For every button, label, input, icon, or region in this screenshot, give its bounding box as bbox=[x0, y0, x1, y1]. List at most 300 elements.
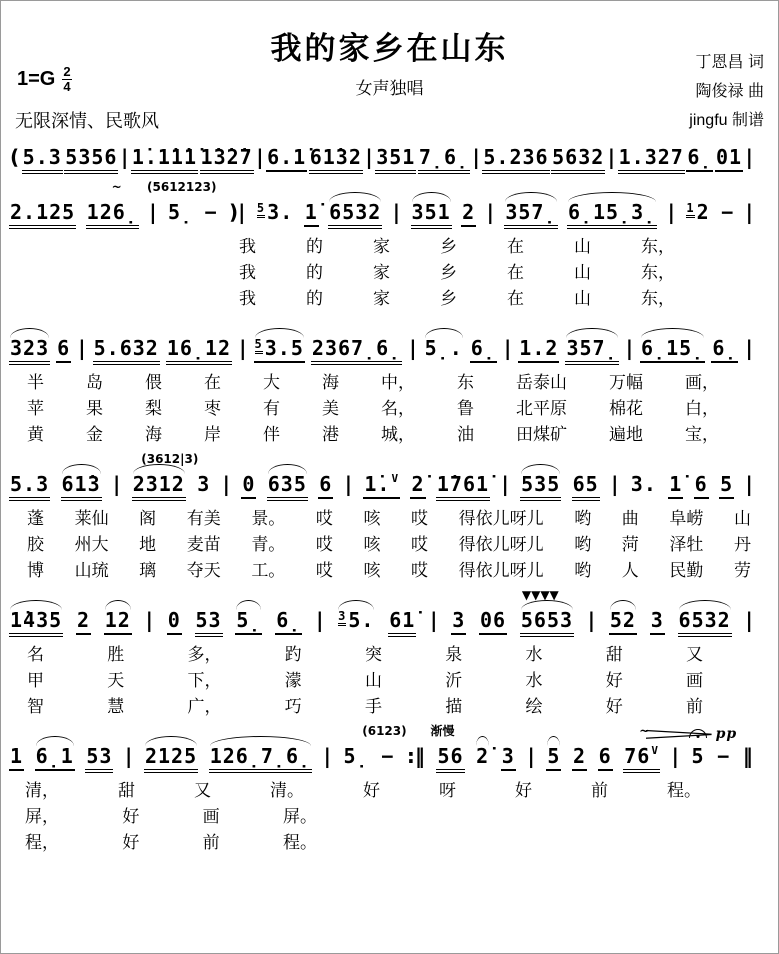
lyric-syllable: 伴 bbox=[263, 425, 280, 444]
credits bbox=[689, 49, 764, 135]
notation-line bbox=[1, 336, 778, 367]
lyric-syllable: 苹 bbox=[27, 399, 44, 418]
lyric-syllable: 乡 bbox=[440, 289, 457, 308]
lyric-syllable: 水 bbox=[525, 671, 543, 690]
barline: | bbox=[527, 744, 535, 768]
lyricist-credit: 丁恩昌 词 bbox=[695, 54, 764, 71]
notation-group: 1̇ bbox=[668, 474, 683, 499]
lyric-syllable: 丹 bbox=[733, 535, 751, 554]
lyric-syllable: 乡 bbox=[440, 263, 457, 282]
notation-group: 5̣. bbox=[424, 336, 463, 360]
notation-group: 53 bbox=[195, 610, 223, 637]
lyric-syllable: 胶 bbox=[27, 535, 44, 554]
lyric-syllable: 好 bbox=[515, 781, 532, 800]
lyric-syllable: 好 bbox=[363, 781, 380, 800]
lyric-syllable: 海 bbox=[322, 373, 339, 392]
lyric-line bbox=[27, 370, 719, 396]
lyric-syllable: 哟 bbox=[574, 561, 592, 580]
notation-group: $76^V$ ~ bbox=[623, 746, 660, 773]
barline: | bbox=[587, 608, 596, 632]
lyric-syllable: 好 bbox=[605, 697, 623, 716]
notation-line bbox=[1, 180, 778, 231]
lyric-syllable: 清， bbox=[25, 781, 59, 800]
lyric-syllable: 工。 bbox=[251, 561, 286, 580]
lyric-syllable: 岛 bbox=[86, 373, 103, 392]
lyric-syllable: 的 bbox=[306, 263, 323, 282]
lyric-syllable: 山 bbox=[733, 509, 751, 528]
notation-group: 1̇.$^V$ bbox=[363, 474, 400, 499]
lyric-syllable: 名 bbox=[27, 645, 44, 664]
barline: | bbox=[323, 744, 331, 768]
barline: | bbox=[78, 336, 86, 360]
notation-group: 6̣15̣ bbox=[640, 338, 705, 363]
lyric-syllable: 蓬 bbox=[27, 509, 44, 528]
barline: | bbox=[239, 336, 247, 360]
barline: | bbox=[611, 472, 619, 496]
barline: | bbox=[145, 608, 153, 632]
lyric-syllable: 哟 bbox=[574, 535, 592, 554]
notation-group: 3 bbox=[650, 610, 665, 635]
notation-group: 3. bbox=[630, 472, 657, 496]
notation-group: 6532 bbox=[328, 202, 382, 229]
notation-group: 126̣ ~ bbox=[86, 202, 139, 229]
notation-group: 16̣12 bbox=[166, 338, 232, 365]
lyric-line bbox=[27, 532, 751, 558]
lyric-syllable: 山 bbox=[574, 237, 591, 256]
notation-line bbox=[1, 145, 778, 176]
lyric-syllable: 棉花 bbox=[609, 399, 643, 418]
notation-group: 5.632 bbox=[93, 338, 160, 365]
notation-group: 5̣ (5612123) bbox=[147, 180, 217, 224]
notation-group: 1 bbox=[9, 746, 24, 771]
lyric-syllable: 东， bbox=[641, 289, 675, 308]
lyric-syllable: 哟 bbox=[574, 509, 592, 528]
lyric-syllable: 果 bbox=[86, 399, 103, 418]
lyric-syllable: 景。 bbox=[251, 509, 286, 528]
barline: | bbox=[671, 744, 679, 768]
lyric-syllable: 水 bbox=[525, 645, 543, 664]
notation-group: 6.1̇ bbox=[266, 147, 307, 172]
notation-group: 65 bbox=[572, 474, 600, 501]
lyric-syllable: 画 bbox=[202, 807, 220, 826]
lyric-syllable: 地 bbox=[139, 535, 157, 554]
notation-group: 2 bbox=[572, 746, 587, 771]
barline: | bbox=[316, 608, 324, 632]
lyric-line bbox=[27, 558, 751, 584]
barline: | bbox=[149, 200, 157, 224]
lyric-syllable: 山 bbox=[574, 289, 591, 308]
lyric-syllable: 泉 bbox=[445, 645, 463, 664]
lyric-syllable: 在 bbox=[204, 373, 221, 392]
annotation: (6123) bbox=[362, 724, 407, 738]
lyric-syllable: 东 bbox=[457, 373, 474, 392]
lyric-line bbox=[27, 668, 703, 694]
lyric-syllable: 家 bbox=[373, 263, 390, 282]
barline: | bbox=[745, 200, 753, 224]
lyric-syllable: 程。 bbox=[282, 833, 317, 852]
music-system bbox=[1, 180, 778, 312]
key-signature bbox=[17, 65, 72, 93]
lyric-syllable: 岸 bbox=[204, 425, 221, 444]
lyric-syllable: 劳 bbox=[733, 561, 751, 580]
lyric-syllable: 中， bbox=[381, 373, 415, 392]
lyric-syllable: 突 bbox=[365, 645, 382, 664]
barline: | bbox=[125, 744, 133, 768]
breath-mark: V bbox=[651, 744, 659, 757]
notation-group: 6 bbox=[598, 746, 613, 771]
notation-group: 6532 bbox=[678, 610, 732, 637]
notation-group: $^1$ 2 bbox=[686, 200, 710, 224]
lyric-syllable: 我 bbox=[239, 237, 256, 256]
notation-group: 5632 bbox=[551, 147, 605, 174]
notation-group: 5.3 bbox=[9, 474, 50, 501]
lyric-syllable: 得依儿呀儿 bbox=[458, 509, 544, 528]
notation-group: 7̣6̣ bbox=[418, 147, 470, 174]
lyric-syllable: 濛 bbox=[284, 671, 302, 690]
notation-group: 1̇3̇2̇7 bbox=[200, 147, 254, 174]
music-system bbox=[1, 724, 778, 856]
notation-group: 5653 ▼▼▼▼ bbox=[520, 610, 574, 637]
lyric-syllable: 我 bbox=[239, 263, 256, 282]
notation-group: 2̇ bbox=[476, 744, 490, 768]
barline: | bbox=[120, 145, 129, 169]
notation-group: 3 bbox=[451, 610, 466, 635]
notation-group: 357̣ bbox=[565, 338, 618, 365]
dynamic-pp: pp bbox=[715, 726, 738, 742]
lyric-syllable: 璃 bbox=[139, 561, 157, 580]
lyric-syllable: 田煤矿 bbox=[516, 425, 567, 444]
annotation: ▼▼▼▼ bbox=[521, 588, 559, 602]
lyric-syllable: 好 bbox=[122, 833, 140, 852]
annotation: (3612|3) bbox=[141, 452, 199, 466]
lyric-syllable: 夺天 bbox=[186, 561, 221, 580]
lyric-syllable: 有 bbox=[263, 399, 280, 418]
lyric-line bbox=[25, 830, 317, 856]
notation-group: 351 bbox=[411, 202, 452, 229]
lyric-syllable: 哎 bbox=[315, 509, 333, 528]
notation-group: 6̣ bbox=[686, 147, 713, 172]
lyric-syllable: 金 bbox=[86, 425, 103, 444]
lyric-syllable: 的 bbox=[306, 237, 323, 256]
music-system bbox=[1, 145, 778, 176]
time-signature bbox=[62, 65, 71, 93]
notation-group: $^3$ 5. bbox=[338, 608, 375, 632]
composer-credit: 陶俊禄 曲 bbox=[695, 82, 764, 100]
lyric-syllable: 白， bbox=[685, 399, 719, 418]
decrescendo-hairpin bbox=[646, 727, 738, 742]
lyric-syllable: 菏 bbox=[621, 535, 639, 554]
notation-group: 01 bbox=[715, 147, 743, 172]
lyric-syllable: 屏。 bbox=[282, 807, 317, 826]
lyric-syllable: 民勤 bbox=[669, 561, 704, 580]
barline: | bbox=[430, 608, 438, 632]
score-header bbox=[1, 1, 778, 137]
notation-group: 126̣7̣6̣ bbox=[209, 746, 312, 773]
notation-group: 3 (3612|3) bbox=[141, 452, 211, 496]
notation-line bbox=[1, 588, 778, 639]
lyric-syllable: 海 bbox=[145, 425, 162, 444]
lyric-syllable: 好 bbox=[122, 807, 140, 826]
lyric-syllable: 广， bbox=[187, 697, 222, 716]
barline: ‖ bbox=[742, 744, 753, 768]
notation-group: 6 bbox=[318, 474, 333, 499]
barline: | bbox=[745, 336, 753, 360]
notation-group: − (6123) bbox=[362, 724, 407, 768]
lyric-syllable: 山 bbox=[365, 671, 382, 690]
barline: | bbox=[745, 145, 753, 169]
lyric-syllable: 得依儿呀儿 bbox=[458, 535, 544, 554]
notation-group: $^5$ 3.5 bbox=[254, 338, 305, 363]
barline: | bbox=[745, 472, 753, 496]
notation-group: − bbox=[204, 200, 218, 224]
notation-group: 2̇ bbox=[410, 474, 425, 499]
meter-denominator: 4 bbox=[63, 78, 71, 94]
notation-group: 1.2 bbox=[518, 338, 559, 363]
lyric-syllable: 甲 bbox=[27, 671, 44, 690]
lyric-syllable: 家 bbox=[373, 289, 390, 308]
lyric-syllable: 在 bbox=[507, 289, 524, 308]
music-system bbox=[1, 336, 778, 448]
barline: | bbox=[409, 336, 417, 360]
lyric-line bbox=[25, 778, 701, 804]
lyric-syllable: 梨 bbox=[145, 399, 162, 418]
lyric-syllable: 万幅 bbox=[609, 373, 643, 392]
lyric-syllable: 沂 bbox=[445, 671, 463, 690]
lyric-syllable: 山 bbox=[574, 263, 591, 282]
notation-group: 5̣ bbox=[343, 744, 369, 768]
music-system bbox=[1, 588, 778, 720]
lyric-syllable: 巧 bbox=[284, 697, 302, 716]
barline: )| bbox=[229, 200, 246, 224]
lyrics-block bbox=[1, 642, 778, 720]
lyric-syllable: 遍地 bbox=[609, 425, 643, 444]
grace-note: 1 bbox=[686, 201, 694, 218]
lyric-syllable: 州大 bbox=[74, 535, 109, 554]
lyric-syllable: 智 bbox=[27, 697, 44, 716]
annotation: 渐慢 bbox=[430, 724, 455, 738]
notation-group: 61̇ bbox=[388, 610, 416, 637]
lyric-syllable: 在 bbox=[507, 237, 524, 256]
lyric-syllable: 又 bbox=[194, 781, 211, 800]
lyric-syllable: 下， bbox=[187, 671, 222, 690]
barline: | bbox=[503, 336, 512, 360]
lyric-syllable: 胜 bbox=[107, 645, 125, 664]
lyric-syllable: 青。 bbox=[251, 535, 286, 554]
lyric-syllable: 天 bbox=[107, 671, 125, 690]
notation-group: 351 bbox=[375, 147, 416, 174]
lyric-syllable: 画 bbox=[686, 671, 703, 690]
lyric-syllable: 偎 bbox=[145, 373, 162, 392]
lyric-syllable: 手 bbox=[365, 697, 382, 716]
lyric-syllable: 美 bbox=[322, 399, 339, 418]
notation-group: 2 bbox=[76, 610, 91, 635]
barline: | bbox=[113, 472, 121, 496]
notation-group: 2.125 bbox=[9, 202, 76, 229]
lyric-line bbox=[239, 260, 675, 286]
notation-group: 5 bbox=[690, 746, 705, 769]
lyric-syllable: 曲 bbox=[621, 509, 639, 528]
notation-group: 06 bbox=[479, 610, 507, 635]
lyric-syllable: 前 bbox=[591, 781, 608, 800]
lyric-syllable: 得依儿呀儿 bbox=[458, 561, 544, 580]
barline: | bbox=[745, 608, 753, 632]
annotation: (5612123) bbox=[147, 180, 217, 194]
notation-group: 5.3 bbox=[22, 147, 63, 174]
notation-group: 12 bbox=[104, 610, 132, 635]
notation-group: 6̣15̣3̣ bbox=[567, 202, 657, 229]
lyric-syllable: 甜 bbox=[605, 645, 623, 664]
notation-line bbox=[1, 724, 778, 775]
notation-group: 0 bbox=[167, 610, 182, 635]
lyric-syllable: 屏， bbox=[25, 807, 59, 826]
lyric-syllable: 绘 bbox=[525, 697, 543, 716]
notation-group: 0 bbox=[241, 474, 256, 499]
lyric-syllable: 港 bbox=[322, 425, 339, 444]
lyric-syllable: 呀 bbox=[439, 781, 456, 800]
lyric-syllable: 乡 bbox=[440, 237, 457, 256]
lyric-syllable: 又 bbox=[686, 645, 703, 664]
lyric-syllable: 黄 bbox=[27, 425, 44, 444]
lyric-syllable: 慧 bbox=[107, 697, 125, 716]
lyric-syllable: 油 bbox=[457, 425, 474, 444]
barline: | bbox=[392, 200, 401, 224]
lyrics-block bbox=[1, 778, 778, 856]
notation-group: 323 bbox=[9, 338, 50, 365]
barline: | bbox=[607, 145, 616, 169]
lyric-line bbox=[25, 804, 317, 830]
lyric-syllable: 哎 bbox=[315, 535, 333, 554]
notation-group: 3 bbox=[501, 746, 516, 771]
lyric-syllable: 东， bbox=[641, 237, 675, 256]
lyric-syllable: 甜 bbox=[118, 781, 135, 800]
notation-group: 5 bbox=[546, 746, 561, 771]
lyric-syllable: 大 bbox=[263, 373, 280, 392]
notation-group: 2312 bbox=[132, 474, 186, 501]
breath-mark: V bbox=[391, 472, 400, 485]
lyric-syllable: 咳 bbox=[363, 535, 381, 554]
notation-group: 6 bbox=[56, 338, 71, 363]
barline: | bbox=[472, 145, 480, 169]
engraver-credit: jingfu 制谱 bbox=[689, 111, 764, 129]
meter-numerator: 2 bbox=[63, 64, 71, 79]
notation-systems bbox=[1, 137, 778, 856]
lyric-syllable: 清。 bbox=[270, 781, 304, 800]
notation-group: 2125 bbox=[144, 746, 198, 773]
barline: | bbox=[501, 472, 509, 496]
lyric-syllable: 程， bbox=[25, 833, 59, 852]
lyric-syllable: 岳泰山 bbox=[516, 373, 567, 392]
notation-group: 6̣ bbox=[711, 338, 738, 363]
music-system bbox=[1, 452, 778, 584]
lyric-syllable: 莱仙 bbox=[74, 509, 109, 528]
lyric-syllable: 阁 bbox=[139, 509, 157, 528]
notation-group: 5.236 bbox=[482, 147, 549, 174]
notation-group: 357̣ bbox=[504, 202, 557, 229]
song-title: 我的家乡在山东 bbox=[270, 31, 509, 66]
lyric-syllable: 泽牡 bbox=[669, 535, 704, 554]
notation-group: 1̇761̇ bbox=[436, 474, 490, 501]
notation-group: 5 bbox=[719, 474, 734, 499]
barline: | bbox=[486, 200, 494, 224]
notation-group: 1̇ bbox=[304, 202, 319, 227]
barline: | bbox=[667, 200, 675, 224]
lyric-syllable: 程。 bbox=[667, 781, 701, 800]
lyric-syllable: 东， bbox=[641, 263, 675, 282]
lyric-syllable: 有美 bbox=[186, 509, 221, 528]
notation-group: 6̣ bbox=[275, 610, 302, 635]
notation-line bbox=[1, 452, 778, 503]
barline: | bbox=[256, 145, 264, 169]
lyrics-block bbox=[1, 234, 778, 312]
lyric-syllable: 城， bbox=[381, 425, 415, 444]
annotation: ~ bbox=[639, 724, 650, 738]
barline: :‖ bbox=[406, 744, 425, 768]
barline: | bbox=[222, 472, 230, 496]
lyric-syllable: 宝， bbox=[685, 425, 719, 444]
lyric-syllable: 哎 bbox=[411, 561, 429, 580]
grace-note: 5 bbox=[255, 337, 263, 354]
grace-note: 3 bbox=[338, 609, 346, 626]
lyric-line bbox=[239, 234, 675, 260]
lyrics-block bbox=[1, 370, 778, 448]
notation-group: 6̣ bbox=[470, 338, 497, 363]
notation-group: $^5$ 3. bbox=[256, 200, 294, 224]
lyric-syllable: 人 bbox=[621, 561, 639, 580]
lyric-syllable: 北平原 bbox=[516, 399, 567, 418]
lyric-syllable: 咳 bbox=[363, 561, 381, 580]
notation-group: 53 bbox=[85, 746, 113, 773]
lyric-syllable: 哎 bbox=[315, 561, 333, 580]
annotation: ~ bbox=[111, 180, 122, 194]
notation-group: 2 bbox=[461, 202, 476, 227]
lyric-syllable: 咳 bbox=[363, 509, 381, 528]
lyric-syllable: 山琉 bbox=[74, 561, 109, 580]
lyric-syllable: 哎 bbox=[411, 509, 429, 528]
performance-type: 女声独唱 bbox=[355, 79, 424, 98]
notation-group: 1̇435 bbox=[9, 610, 63, 637]
lyrics-block bbox=[1, 506, 778, 584]
notation-group: 5̣ bbox=[235, 610, 262, 635]
notation-group: 56 渐慢 bbox=[436, 746, 464, 773]
lyric-syllable: 多， bbox=[187, 645, 222, 664]
grace-note: 5 bbox=[257, 201, 265, 218]
notation-group: 2367̣6̣ bbox=[311, 338, 402, 365]
lyric-syllable: 的 bbox=[306, 289, 323, 308]
lyric-syllable: 好 bbox=[605, 671, 623, 690]
lyric-syllable: 前 bbox=[686, 697, 703, 716]
notation-group: 5356 bbox=[64, 147, 118, 174]
lyric-syllable: 在 bbox=[507, 263, 524, 282]
notation-group: 1.327 bbox=[618, 147, 685, 174]
lyric-syllable: 描 bbox=[445, 697, 463, 716]
lyric-syllable: 半 bbox=[27, 373, 44, 392]
lyric-syllable: 家 bbox=[373, 237, 390, 256]
lyric-syllable: 枣 bbox=[204, 399, 221, 418]
notation-group: 635 bbox=[267, 474, 308, 501]
lyric-line bbox=[27, 396, 719, 422]
lyric-line bbox=[27, 642, 703, 668]
notation-group: 61̇32 bbox=[309, 147, 363, 174]
lyric-syllable: 我 bbox=[239, 289, 256, 308]
notation-group: 535 bbox=[520, 474, 561, 501]
lyric-syllable: 麦苗 bbox=[186, 535, 221, 554]
barline: | bbox=[365, 145, 373, 169]
barline: | bbox=[344, 472, 352, 496]
notation-group: − bbox=[721, 200, 735, 224]
lyric-line bbox=[27, 506, 751, 532]
lyric-syllable: 趵 bbox=[284, 645, 302, 664]
lyric-syllable: 画， bbox=[685, 373, 719, 392]
